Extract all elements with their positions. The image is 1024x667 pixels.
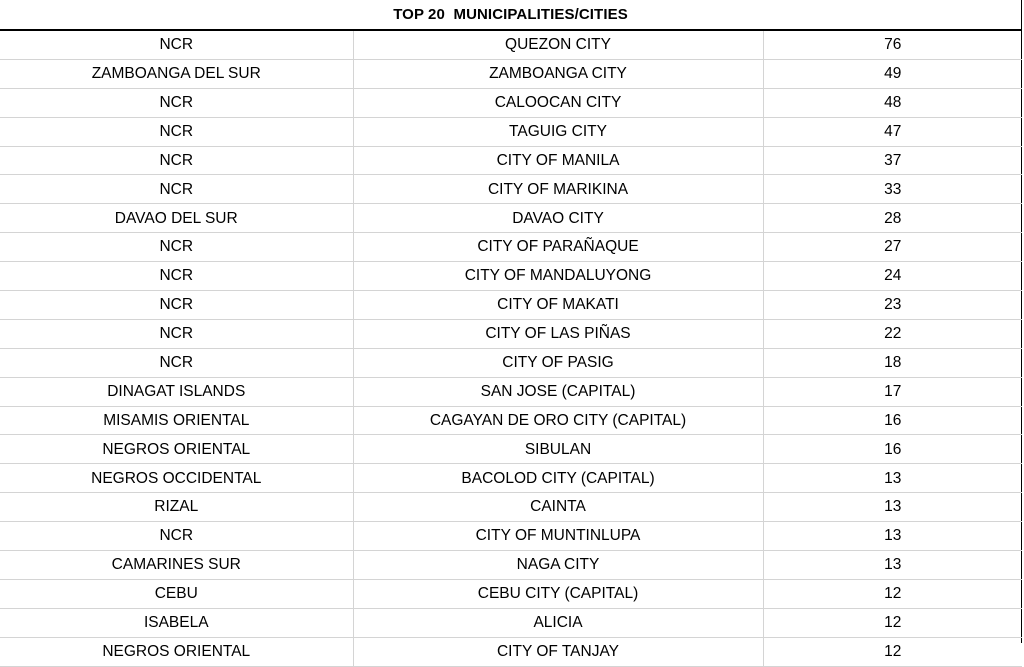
city-cell[interactable]: CITY OF LAS PIÑAS <box>353 319 763 348</box>
count-cell[interactable]: 12 <box>763 637 1022 666</box>
province-cell[interactable]: RIZAL <box>0 493 353 522</box>
count-cell[interactable]: 47 <box>763 117 1022 146</box>
city-cell[interactable]: CITY OF MAKATI <box>353 291 763 320</box>
table-row <box>0 551 1022 580</box>
city-cell[interactable]: CITY OF MUNTINLUPA <box>353 522 763 551</box>
table-row <box>0 233 1022 262</box>
city-cell[interactable]: SAN JOSE (CAPITAL) <box>353 377 763 406</box>
province-cell[interactable]: NCR <box>0 348 353 377</box>
city-cell[interactable]: ALICIA <box>353 608 763 637</box>
table-row <box>0 464 1022 493</box>
province-cell[interactable]: NEGROS ORIENTAL <box>0 637 353 666</box>
count-cell[interactable]: 18 <box>763 348 1022 377</box>
count-cell[interactable]: 23 <box>763 291 1022 320</box>
city-cell[interactable]: CITY OF MARIKINA <box>353 175 763 204</box>
province-cell[interactable]: DINAGAT ISLANDS <box>0 377 353 406</box>
table-row <box>0 146 1022 175</box>
table-row <box>0 435 1022 464</box>
count-cell[interactable]: 13 <box>763 464 1022 493</box>
province-cell[interactable]: NCR <box>0 522 353 551</box>
count-cell[interactable]: 12 <box>763 579 1022 608</box>
province-cell[interactable]: NCR <box>0 262 353 291</box>
table-row <box>0 204 1022 233</box>
count-cell[interactable]: 27 <box>763 233 1022 262</box>
count-cell[interactable]: 13 <box>763 493 1022 522</box>
city-cell[interactable]: NAGA CITY <box>353 551 763 580</box>
table-row <box>0 579 1022 608</box>
table-row <box>0 88 1022 117</box>
table-row <box>0 175 1022 204</box>
table-body <box>0 31 1022 666</box>
city-cell[interactable]: CITY OF PASIG <box>353 348 763 377</box>
city-cell[interactable]: ZAMBOANGA CITY <box>353 59 763 88</box>
city-cell[interactable]: QUEZON CITY <box>353 31 763 59</box>
count-cell[interactable]: 76 <box>763 31 1022 59</box>
province-cell[interactable]: NCR <box>0 175 353 204</box>
count-cell[interactable]: 49 <box>763 59 1022 88</box>
table-row <box>0 522 1022 551</box>
table-title: TOP 20 MUNICIPALITIES/CITIES <box>0 0 1022 31</box>
city-cell[interactable]: CEBU CITY (CAPITAL) <box>353 579 763 608</box>
city-cell[interactable]: CALOOCAN CITY <box>353 88 763 117</box>
count-cell[interactable]: 12 <box>763 608 1022 637</box>
table-row <box>0 637 1022 666</box>
city-cell[interactable]: CITY OF MANILA <box>353 146 763 175</box>
province-cell[interactable]: DAVAO DEL SUR <box>0 204 353 233</box>
count-cell[interactable]: 28 <box>763 204 1022 233</box>
city-cell[interactable]: SIBULAN <box>353 435 763 464</box>
province-cell[interactable]: NCR <box>0 88 353 117</box>
province-cell[interactable]: NCR <box>0 146 353 175</box>
count-cell[interactable]: 24 <box>763 262 1022 291</box>
table-row <box>0 406 1022 435</box>
table-row <box>0 377 1022 406</box>
province-cell[interactable]: NCR <box>0 233 353 262</box>
table-row <box>0 493 1022 522</box>
table-row <box>0 31 1022 59</box>
count-cell[interactable]: 22 <box>763 319 1022 348</box>
province-cell[interactable]: NEGROS ORIENTAL <box>0 435 353 464</box>
province-cell[interactable]: CAMARINES SUR <box>0 551 353 580</box>
city-cell[interactable]: CITY OF TANJAY <box>353 637 763 666</box>
province-cell[interactable]: ISABELA <box>0 608 353 637</box>
count-cell[interactable]: 13 <box>763 551 1022 580</box>
count-cell[interactable]: 16 <box>763 435 1022 464</box>
count-cell[interactable]: 48 <box>763 88 1022 117</box>
city-cell[interactable]: CITY OF PARAÑAQUE <box>353 233 763 262</box>
province-cell[interactable]: NEGROS OCCIDENTAL <box>0 464 353 493</box>
table-row <box>0 608 1022 637</box>
municipalities-table <box>0 31 1022 667</box>
table-row <box>0 348 1022 377</box>
province-cell[interactable]: NCR <box>0 31 353 59</box>
city-cell[interactable]: CAINTA <box>353 493 763 522</box>
province-cell[interactable]: MISAMIS ORIENTAL <box>0 406 353 435</box>
table-row <box>0 59 1022 88</box>
province-cell[interactable]: NCR <box>0 291 353 320</box>
province-cell[interactable]: CEBU <box>0 579 353 608</box>
count-cell[interactable]: 33 <box>763 175 1022 204</box>
city-cell[interactable]: TAGUIG CITY <box>353 117 763 146</box>
province-cell[interactable]: NCR <box>0 117 353 146</box>
table-row <box>0 291 1022 320</box>
province-cell[interactable]: NCR <box>0 319 353 348</box>
count-cell[interactable]: 16 <box>763 406 1022 435</box>
city-cell[interactable]: CITY OF MANDALUYONG <box>353 262 763 291</box>
city-cell[interactable]: CAGAYAN DE ORO CITY (CAPITAL) <box>353 406 763 435</box>
table-row <box>0 319 1022 348</box>
table-row <box>0 117 1022 146</box>
count-cell[interactable]: 17 <box>763 377 1022 406</box>
city-cell[interactable]: BACOLOD CITY (CAPITAL) <box>353 464 763 493</box>
province-cell[interactable]: ZAMBOANGA DEL SUR <box>0 59 353 88</box>
table-row <box>0 262 1022 291</box>
count-cell[interactable]: 37 <box>763 146 1022 175</box>
city-cell[interactable]: DAVAO CITY <box>353 204 763 233</box>
count-cell[interactable]: 13 <box>763 522 1022 551</box>
